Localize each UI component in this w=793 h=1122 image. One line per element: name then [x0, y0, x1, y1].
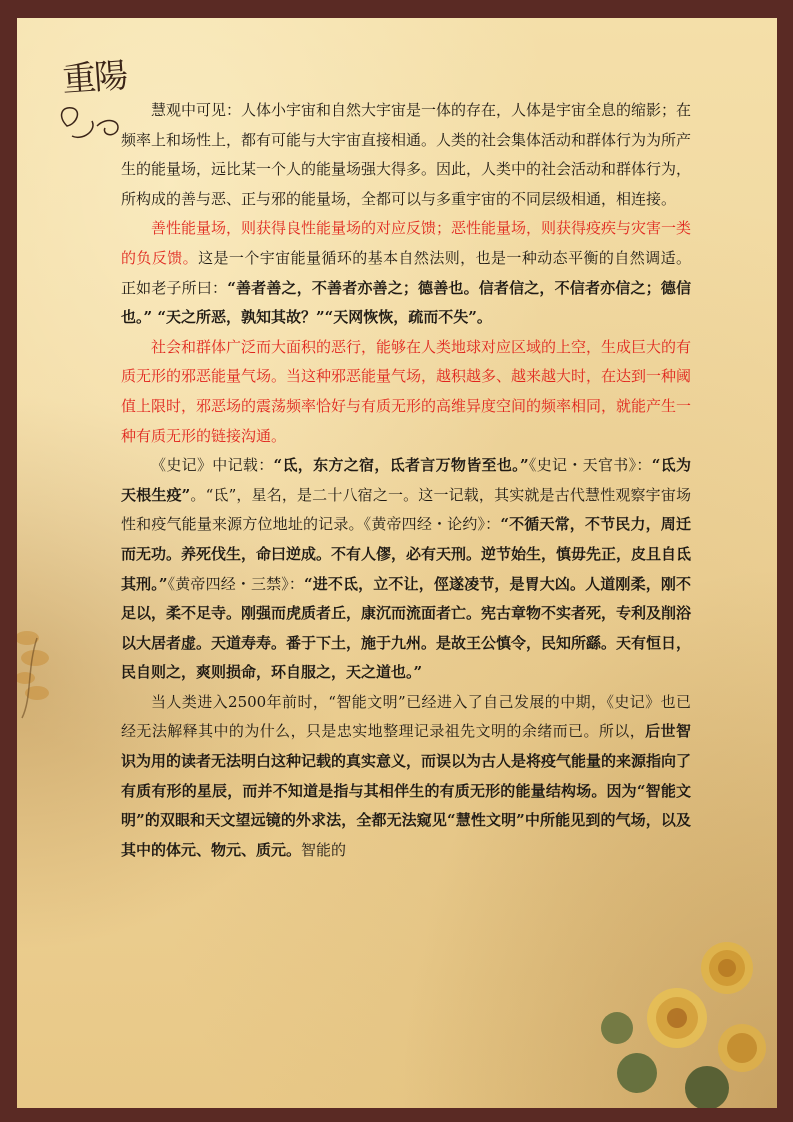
- left-flower-decoration: [17, 598, 77, 728]
- text-segment-bold: “不循天常，不节民力，周迁而无功。养死伐生，命曰逆成。不有人僇，必有天刑。逆节始生，慎毋先正，皮且自氐其刑。”: [121, 515, 692, 593]
- text-segment-bold: 后世智识为用的读者无法明白这种记载的真实意义，而误以为古人是将疫气能量的来源指向了有质有形的星辰，而并不知道是指与其相伴生的有质无形的能量结构场。因为“智能文明”的双眼和天文望远镜的外求法，全都无法窥见“慧性文明”中所能见到的气场，以及其中的体元、物元、质元。: [121, 722, 692, 859]
- text-segment-red: 善性能量场，则获得良性能量场的对应反馈；恶性能量场，则获得疫疾与灾害一类的负反馈。: [121, 219, 692, 267]
- paragraph-4: [121, 451, 691, 688]
- text-segment-bold: “善者善之，不善者亦善之；德善也。信者信之，不信者亦信之；德信也。” “天之所恶，孰知其故？”“天网恢恢，疏而不失”。: [121, 278, 691, 327]
- text-segment: 当人类进入2500年前时，“智能文明”已经进入了自己发展的中期，《史记》也已经无法解释其中的为什么，只是忠实地整理记录祖先文明的余绪而已。所以，: [121, 692, 691, 741]
- text-segment: 智能的: [301, 840, 347, 859]
- parchment-page: [17, 18, 777, 1108]
- text-segment: 慧观中可见：人体小宇宙和自然大宇宙是一体的存在，人体是宇宙全息的缩影；在频率上和场性上，都有可能与大宇宙直接相通。人类的社会集体活动和群体行为为所产生的能量场，远比某一个人的能量场强大得多。因此，人类中的社会活动和群体行为，所构成的善与恶、正与邪的能量场，全都可以与多重宇宙的不同层级相通，相连接。: [121, 101, 692, 208]
- paragraph-2: [121, 214, 691, 332]
- text-segment-bold: “进不氐，立不让，俓遂凌节，是胃大凶。人道刚柔，刚不足以，柔不足寺。刚强而虎质者丘，康沉而流面者亡。宪古章物不实者死，专利及削浴以大居者虚。天道寿寿。番于下土，施于九州。是故王公慎令，民知所繇。天有恒日，民自则之，爽则损命，环自服之，天之道也。”: [121, 574, 692, 682]
- text-segment: 。“氐”，星名，是二十八宿之一。这一记载，其实就是古代慧性观察宇宙场性和疫气能量来源方位地址的记录。《黄帝四经・论约》：: [121, 485, 691, 534]
- text-segment: 《黄帝四经・三禁》：: [167, 574, 304, 593]
- chrysanthemum-decoration: [577, 908, 777, 1108]
- text-segment: 这是一个宇宙能量循环的基本自然法则，也是一种动态平衡的自然调适。正如老子所曰：: [121, 248, 691, 297]
- text-segment-bold: “氐为天根生疫”: [121, 456, 691, 504]
- text-segment: 《史记》中记载：: [151, 456, 274, 475]
- text-segment: 《史记・天官书》：: [528, 456, 652, 475]
- logo-calligraphy: 重陽: [60, 55, 128, 101]
- text-segment-red: 社会和群体广泛而大面积的恶行，能够在人类地球对应区域的上空，生成巨大的有质无形的邪恶能量气场。当这种邪恶能量气场，越积越多、越来越大时，在达到一种阈值上限时，邪恶场的震荡频率恰好与有质无形的高维异度空间的频率相同，就能产生一种有质无形的链接沟通。: [121, 337, 692, 445]
- article-body: [121, 96, 691, 865]
- paragraph-3: [121, 333, 691, 451]
- text-segment-bold: “氐，东方之宿，氐者言万物皆至也。”: [273, 456, 529, 475]
- paragraph-1: [121, 96, 691, 214]
- paragraph-5: [121, 688, 691, 866]
